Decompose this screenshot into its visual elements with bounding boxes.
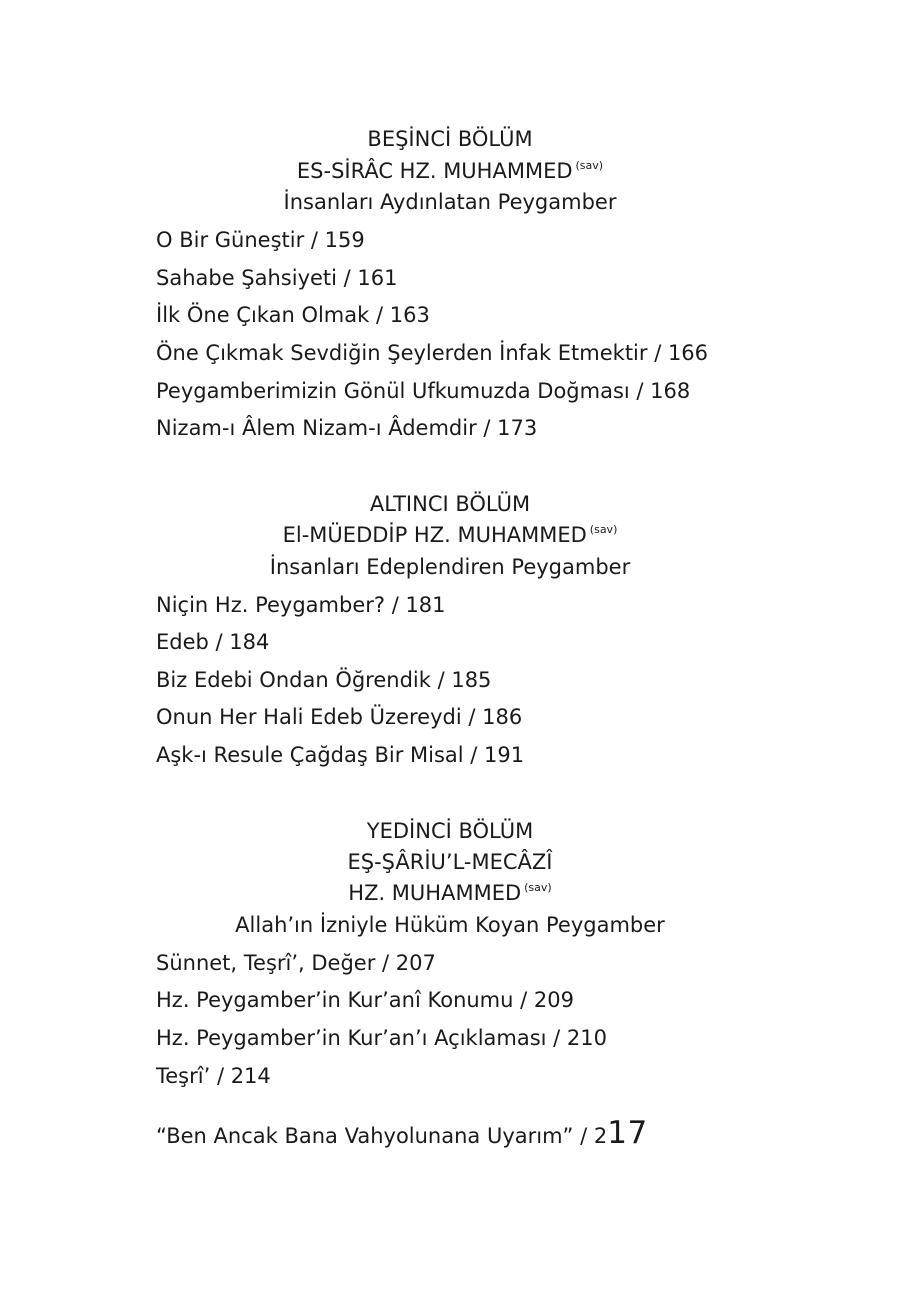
toc-entry: Nizam-ı Âlem Nizam-ı Âdemdir / 173 bbox=[156, 416, 538, 440]
toc-entry: Niçin Hz. Peygamber? / 181 bbox=[156, 593, 446, 617]
toc-entry: O Bir Güneştir / 159 bbox=[156, 228, 365, 252]
toc-entry: Öne Çıkmak Sevdiğin Şeylerden İnfak Etmektir / 166 bbox=[156, 341, 709, 365]
toc-entry: Teşrî’ / 214 bbox=[156, 1064, 271, 1088]
chapter-name-text: ES-SİRÂC HZ. MUHAMMED bbox=[296, 159, 573, 183]
chapter-title: YEDİNCİ BÖLÜM bbox=[366, 819, 534, 843]
toc-entry: Aşk-ı Resule Çağdaş Bir Misal / 191 bbox=[156, 743, 525, 767]
chapter-name bbox=[0, 157, 900, 185]
toc-entry: Peygamberimizin Gönül Ufkumuzda Doğması / 168 bbox=[156, 379, 691, 403]
toc-entry: Hz. Peygamber’in Kur’anî Konumu / 209 bbox=[156, 988, 574, 1012]
toc-entry-text: “Ben Ancak Bana Vahyolunana Uyarım” / 2 bbox=[156, 1124, 608, 1148]
chapter-name-text: HZ. MUHAMMED bbox=[348, 881, 522, 905]
toc-entry: Hz. Peygamber’in Kur’an’ı Açıklaması / 210 bbox=[156, 1026, 608, 1050]
honorific-superscript: (sav) bbox=[589, 523, 618, 536]
chapter-name-text: El-MÜEDDİP HZ. MUHAMMED bbox=[282, 523, 587, 547]
chapter-name bbox=[0, 879, 900, 907]
page-number: 17 bbox=[607, 1115, 648, 1151]
toc-entry: İlk Öne Çıkan Olmak / 163 bbox=[156, 303, 430, 327]
toc-entry: Sünnet, Teşrî’, Değer / 207 bbox=[156, 951, 436, 975]
toc-entry: Sahabe Şahsiyeti / 161 bbox=[156, 266, 398, 290]
honorific-superscript: (sav) bbox=[524, 881, 552, 894]
chapter-subtitle: Allah’ın İzniyle Hüküm Koyan Peygamber bbox=[235, 913, 665, 937]
toc-entry-last bbox=[156, 1115, 648, 1151]
honorific-superscript: (sav) bbox=[575, 159, 604, 172]
chapter-subtitle: İnsanları Edeplendiren Peygamber bbox=[269, 555, 631, 579]
chapter-subtitle: İnsanları Aydınlatan Peygamber bbox=[283, 190, 617, 214]
toc-entry: Biz Edebi Ondan Öğrendik / 185 bbox=[156, 668, 492, 692]
chapter-title: ALTINCI BÖLÜM bbox=[369, 492, 531, 516]
chapter-title: BEŞİNCİ BÖLÜM bbox=[367, 127, 533, 151]
chapter-name-line1: EŞ-ŞÂRİU’L-MECÂZÎ bbox=[347, 850, 553, 874]
toc-entry: Edeb / 184 bbox=[156, 630, 270, 654]
toc-entry: Onun Her Hali Edeb Üzereydi / 186 bbox=[156, 705, 523, 729]
chapter-name bbox=[0, 521, 900, 549]
